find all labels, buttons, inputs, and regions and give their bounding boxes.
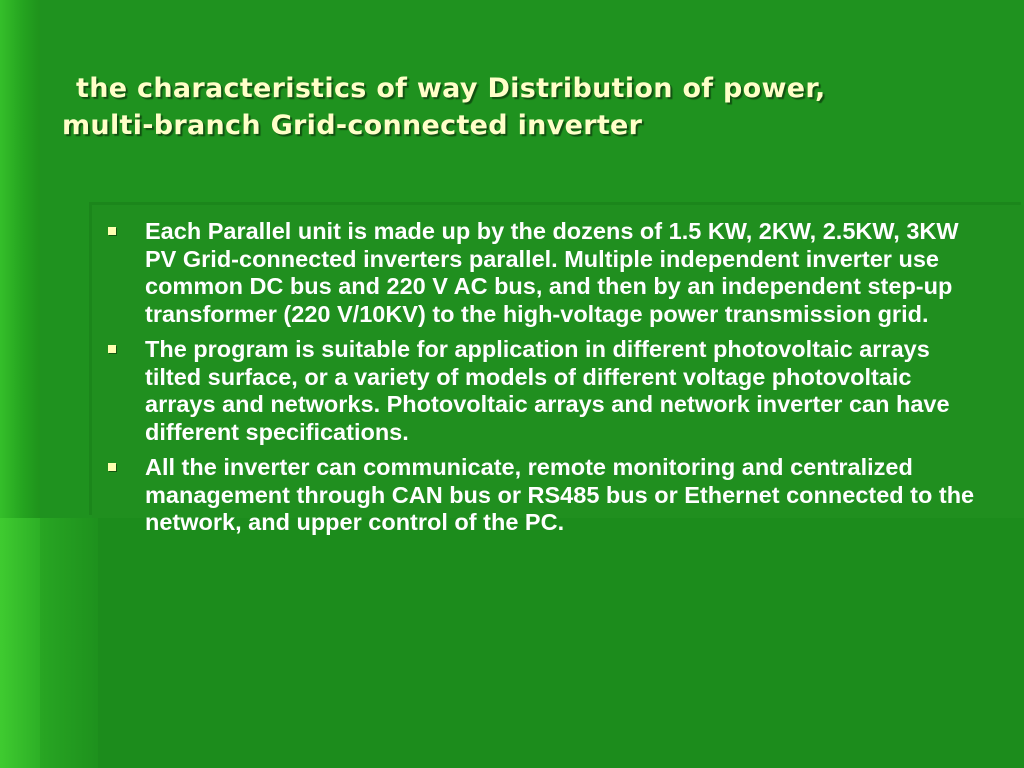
bullet-text: Each Parallel unit is made up by the dozens of 1.5 KW, 2KW, 2.5KW, 3KW PV Grid-connected inverters parallel. Multiple independent inverter use common DC bus and 220 V AC bus, and then by an independent step-up transformer (220 V/10KV) to the high-voltage power transmission grid. [145,218,959,327]
decorative-bottom-band [40,518,98,768]
decorative-left-strip [0,518,40,768]
bullet-item [108,218,988,328]
slide-title [62,70,992,144]
bullet-list [108,218,988,545]
bullet-item [108,336,988,446]
square-bullet-icon [108,227,116,235]
bullet-item [108,454,988,537]
square-bullet-icon [108,463,116,471]
square-bullet-icon [108,345,116,353]
bullet-text: The program is suitable for application in different photovoltaic arrays tilted surface, or a variety of models of different voltage photovoltaic arrays and networks. Photovoltaic arrays and network inverter can have different specifications. [145,336,950,445]
slide-title-line-2: multi-branch Grid-connected inverter [62,110,643,141]
bullet-text: All the inverter can communicate, remote monitoring and centralized management through CAN bus or RS485 bus or Ethernet connected to the network, and upper control of the PC. [145,454,975,535]
slide-title-line-1: the characteristics of way Distribution of power, [76,73,826,104]
decorative-lower-panel [40,518,1024,768]
